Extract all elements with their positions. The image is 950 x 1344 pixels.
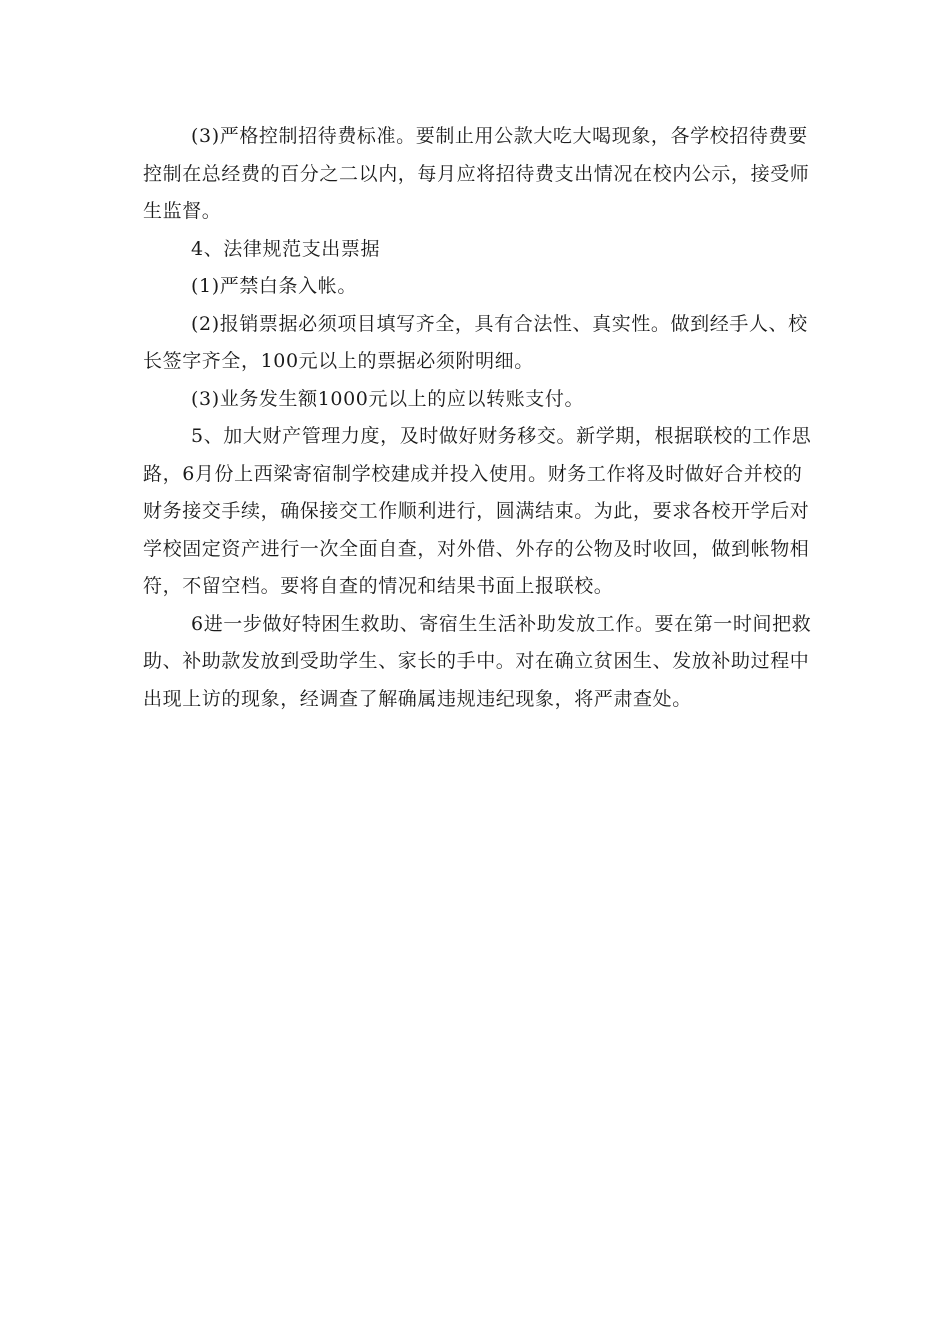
paragraph-receipt-requirements [143, 306, 808, 381]
paragraph-asset-management [143, 418, 812, 606]
text-line: 6进一步做好特困生救助、寄宿生生活补助发放工作。要在第一时间把救 [191, 612, 812, 635]
text-line: 符，不留空档。要将自查的情况和结果书面上报联校。 [143, 575, 614, 597]
text-line: 5、加大财产管理力度，及时做好财务移交。新学期，根据联校的工作思 [191, 425, 812, 447]
text-line: 生监督。 [143, 200, 222, 222]
text-line: 助、补助款发放到受助学生、家长的手中。对在确立贫困生、发放补助过程中 [143, 650, 810, 672]
text-line: 长签字齐全，100元以上的票据必须附明细。 [143, 350, 534, 372]
text-line: (2)报销票据必须项目填写齐全，具有合法性、真实性。做到经手人、校 [191, 312, 808, 335]
paragraph-transfer-payment [143, 381, 803, 419]
text-line: 控制在总经费的百分之二以内，每月应将招待费支出情况在校内公示，接受师 [143, 162, 810, 185]
text-line: (3)严格控制招待费标准。要制止用公款大吃大喝现象，各学校招待费要 [191, 125, 808, 147]
text-line: 学校固定资产进行一次全面自查，对外借、外存的公物及时收回，做到帐物相 [143, 537, 810, 560]
section-heading-receipts [143, 231, 803, 269]
paragraph-student-aid [143, 606, 812, 719]
text-line: (3)业务发生额1000元以上的应以转账支付。 [191, 387, 585, 410]
document-body [143, 118, 812, 718]
text-line: (1)严禁白条入帐。 [191, 275, 357, 297]
text-line: 财务接交手续，确保接交工作顺利进行，圆满结束。为此，要求各校开学后对 [143, 500, 810, 522]
text-line: 路，6月份上西梁寄宿制学校建成并投入使用。财务工作将及时做好合并校的 [143, 462, 803, 485]
paragraph-entertainment-standard [143, 118, 810, 231]
text-line: 4、法律规范支出票据 [191, 237, 381, 260]
text-line: 出现上访的现象，经调查了解确属违规违纪现象，将严肃查处。 [143, 687, 692, 710]
paragraph-no-iou [143, 268, 803, 306]
